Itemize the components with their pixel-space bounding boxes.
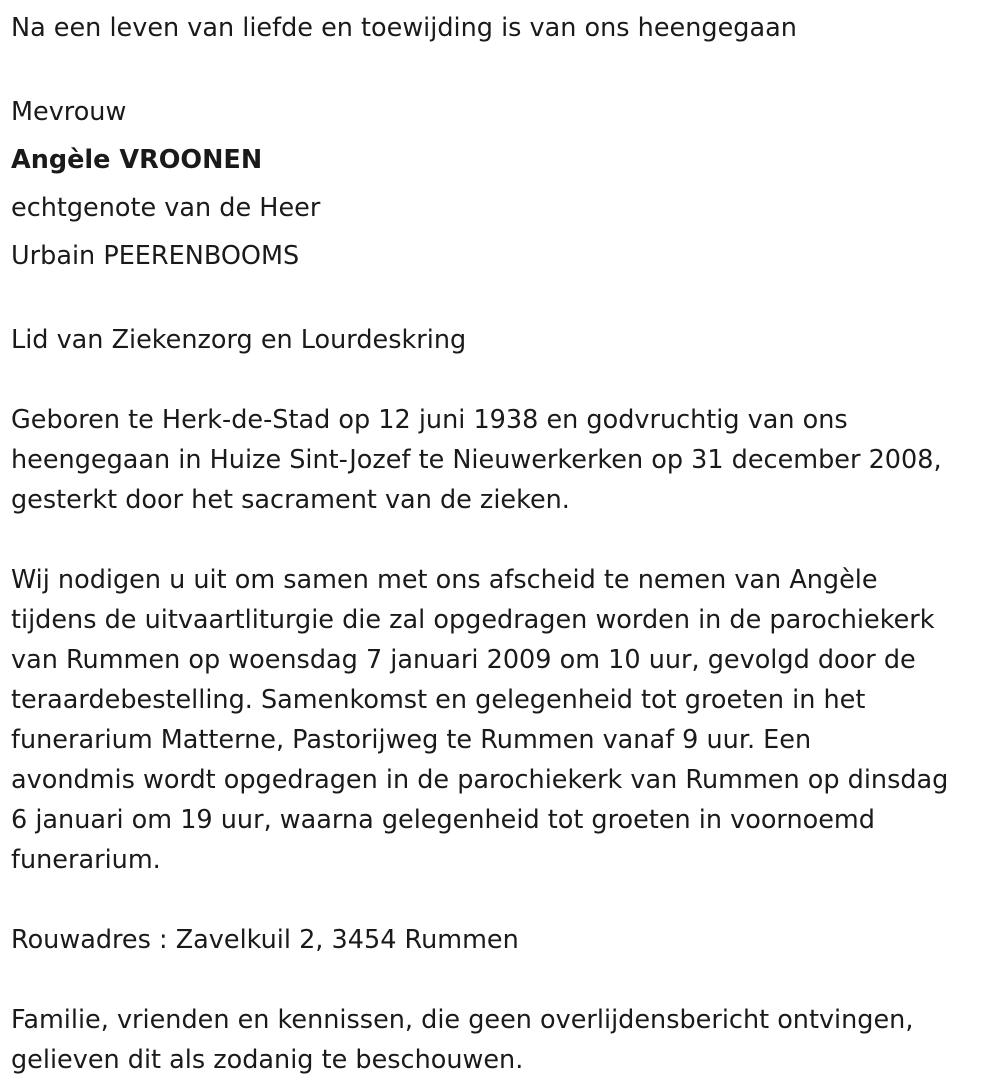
paragraph-line: Geboren te Herk-de-Stad op 12 juni 1938 en godvruchtig van ons [11,405,848,435]
spacer [11,48,1000,88]
paragraph-line: van Rummen op woensdag 7 januari 2009 om 10 uur, gevolgd door de [11,645,916,675]
paragraph-line: funerarium Matterne, Pastorijweg te Rummen vanaf 9 uur. Een [11,725,812,755]
paragraph-line: Familie, vrienden en kennissen, die geen overlijdensbericht ontvingen, [11,1005,914,1035]
paragraph-line: teraardebestelling. Samenkomst en gelegenheid tot groeten in het [11,685,866,715]
name-block [11,88,1000,280]
paragraph-line: gesterkt door het sacrament van de zieken. [11,485,570,515]
birth-death-paragraph [11,400,1000,520]
spouse-name: Urbain PEERENBOOMS [11,241,300,271]
intro-text: Na een leven van liefde en toewijding is van ons heengegaan [11,13,797,43]
title-prefix: Mevrouw [11,97,127,127]
address-text: Rouwadres : Zavelkuil 2, 3454 Rummen [11,925,519,955]
paragraph-line: funerarium. [11,845,161,875]
membership-text: Lid van Ziekenzorg en Lourdeskring [11,325,467,355]
spacer [11,360,1000,400]
paragraph-line: tijdens de uitvaartliturgie die zal opgedragen worden in de parochiekerk [11,605,935,635]
paragraph-line: Wij nodigen u uit om samen met ons afscheid te nemen van Angèle [11,565,878,595]
deceased-name: Angèle VROONEN [11,145,263,175]
paragraph-line: heengegaan in Huize Sint-Jozef te Nieuwerkerken op 31 december 2008, [11,445,942,475]
paragraph-line: gelieven dit als zodanig te beschouwen. [11,1045,524,1075]
spacer [11,520,1000,560]
paragraph-line: 6 januari om 19 uur, waarna gelegenheid tot groeten in voornoemd [11,805,875,835]
closing-paragraph [11,1000,1000,1080]
spouse-intro: echtgenote van de Heer [11,193,321,223]
spacer [11,960,1000,1000]
spacer [11,880,1000,920]
invitation-paragraph [11,560,1000,880]
paragraph-line: avondmis wordt opgedragen in de parochiekerk van Rummen op dinsdag [11,765,949,795]
spacer [11,280,1000,320]
